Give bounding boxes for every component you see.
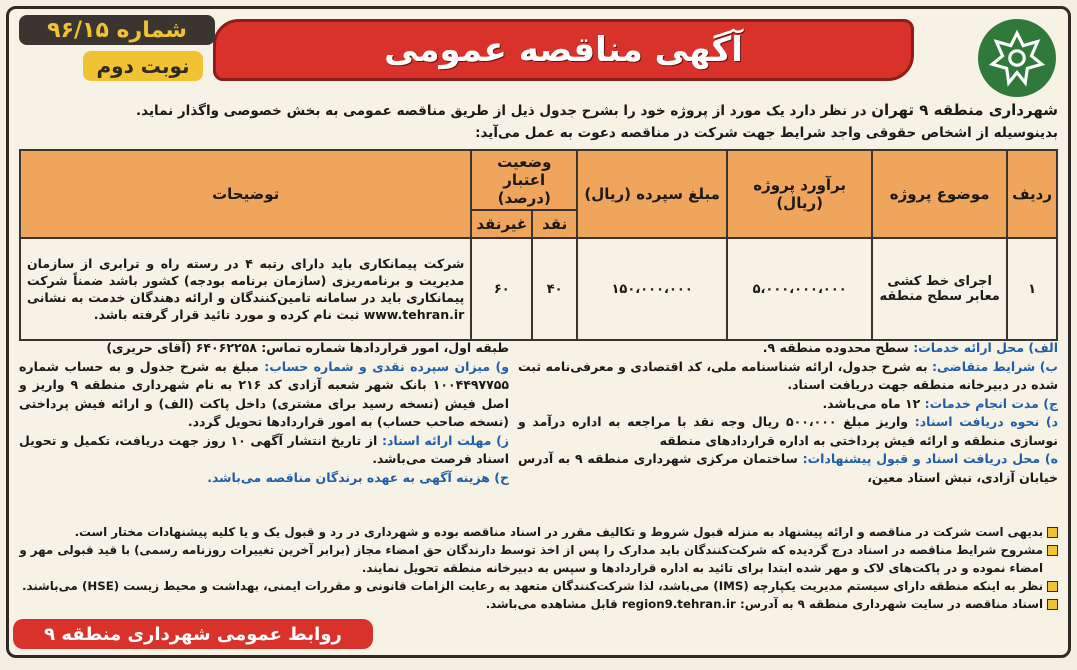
section-alef-text: سطح محدوده منطقه ۹.	[762, 340, 914, 355]
section-he2: ح) هزینه آگهی به عهده برندگان مناقصه می‌باشد.	[207, 469, 509, 485]
title-banner	[213, 19, 914, 81]
note-text: اسناد مناقصه در سایت شهرداری منطقه ۹ به آدرس: region9.tehran.ir قابل مشاهده می‌باشد.	[485, 597, 1043, 611]
section-vav-text: مبلغ به شرح جدول و به حساب شماره ۱۰۰۴۴۹۷۷۵۵ بانک شهر شعبه آزادی کد ۲۱۶ به نام شهرداری منطقه ۹ واریز و اصل فیش (نسخه رسید برای مشتری) داخل پاکت (الف) و ارائه فیش پرداختی (نسخه صاحب حساب) به امور قراردادها تحویل گردد.	[19, 358, 510, 429]
list-item	[19, 523, 1058, 541]
checkbox-bullet-icon	[1047, 581, 1058, 592]
page-title: آگهی مناقصه عمومی	[384, 30, 743, 70]
section-ze-text: از تاریخ انتشار آگهی ۱۰ روز جهت دریافت، تکمیل و تحویل اسناد فرصت می‌باشد.	[19, 432, 509, 466]
header-subject: موضوع پروژه	[872, 150, 1007, 238]
header-deposit: مبلغ سپرده (ریال)	[577, 150, 727, 238]
logo-emblem-icon	[986, 27, 1048, 89]
section-dal-label: د) نحوه دریافت اسناد:	[914, 414, 1059, 429]
section-he-text: ساختمان مرکزی شهرداری منطقه ۹ به آدرس خیابان آزادی، نبش استاد معین،	[518, 451, 1058, 485]
cell-deposit: ۱۵۰،۰۰۰،۰۰۰	[577, 238, 727, 340]
header-estimate: برآورد پروژه (ریال)	[727, 150, 872, 238]
cell-estimate: ۵،۰۰۰،۰۰۰،۰۰۰	[727, 238, 872, 340]
checkbox-bullet-icon	[1047, 527, 1058, 538]
cell-description: شرکت پیمانکاری باید دارای رتبه ۴ در رسته راه و ترابری از سازمان مدیریت و برنامه‌ریزی (سازمان برنامه بودجه) کشور باشد ضمناً شرکت پیمانکاری باید در سامانه تامین‌کنندگان و ارائه دهندگان خدمت به نشانی www.tehran.ir ثبت نام کرده و مورد تائید قرار گرفته باشد.	[20, 238, 471, 340]
section-vav-label: و) میزان سپرده نقدی و شماره حساب:	[264, 358, 509, 374]
tender-advertisement	[6, 6, 1071, 658]
section-be-label: ب) شرایط متقاضی:	[932, 358, 1058, 374]
intro-line-2: بدینوسیله از اشخاص حقوقی واجد شرایط جهت شرکت در مناقصه دعوت به عمل می‌آید:	[475, 125, 1058, 141]
checkbox-bullet-icon	[1047, 599, 1058, 610]
cell-noncash: ۶۰	[471, 238, 532, 340]
issue-number: شماره ۹۶/۱۵	[19, 15, 215, 45]
section-be-text: به شرح جدول، ارائه شناسنامه ملی، کد اقتصادی و معرفی‌نامه ثبت شده در دبیرخانه منطقه جهت دریافت اسناد.	[518, 358, 1058, 392]
header	[13, 13, 1064, 105]
header-row-number: ردیف	[1007, 150, 1057, 238]
section-jim-text: ۱۲ ماه می‌باشد.	[822, 395, 925, 411]
list-item	[19, 577, 1058, 595]
organization-name: شهرداری منطقه ۹ تهران	[871, 101, 1058, 119]
cell-subject: اجرای خط کشی معابر سطح منطقه	[872, 238, 1007, 340]
tehran-municipality-logo	[978, 19, 1056, 97]
note-text: نظر به اینکه منطقه دارای سیستم مدیریت یکپارچه (IMS) می‌باشد، لذا شرکت‌کنندگان متعهد به رعایت الزامات قانونی و مقررات ایمنی، بهداشت و محیط زیست (HSE) می‌باشند.	[22, 579, 1043, 593]
section-he-label: ه) محل دریافت اسناد و قبول پیشنهادات:	[802, 451, 1059, 466]
section-alef-label: الف) محل ارائه خدمات:	[913, 340, 1058, 355]
header-noncash: غیرنقد	[471, 210, 532, 238]
cell-cash: ۴۰	[532, 238, 577, 340]
public-relations-footer: روابط عمومی شهرداری منطقه ۹	[13, 619, 373, 649]
section-dal-text: واریز مبلغ ۵۰۰،۰۰۰ ریال وجه نقد با مراجعه به اداره درآمد و نوسازی منطقه و ارائه فیش پرداختی به اداره قراردادهای منطقه	[518, 414, 1058, 448]
intro-text	[19, 99, 1058, 144]
note-text: بدیهی است شرکت در مناقصه و ارائه پیشنهاد به منزله قبول شروط و تکالیف مقرر در اسناد مناقصه بوده و شهرداری در رد و قبول یک و یا کلیه پیشنهادات مختار است.	[74, 525, 1043, 539]
header-cash: نقد	[532, 210, 577, 238]
tender-table	[19, 149, 1058, 341]
list-item	[19, 541, 1058, 577]
conditions-left-column	[19, 339, 509, 487]
note-text: مشروح شرایط مناقصه در اسناد درج گردیده که شرکت‌کنندگان باید مدارک را پس از اخذ توسط دارندگان حق امضاء مجاز (برابر آخرین تغییرات روزنامه رسمی) با قید قبولی مهر و امضاء نموده و در پاکت‌های لاک و مهر شده ابتدا برای تائید به اداره قراردادها و سپس به دبیرخانه منطقه تحویل نمایند.	[19, 543, 1043, 575]
intro-line-1: در نظر دارد یک مورد از پروژه خود را بشرح جدول ذیل از طریق مناقصه عمومی به بخش خصوصی واگذار نماید.	[136, 103, 872, 119]
cell-row-number: ۱	[1007, 238, 1057, 340]
table-row	[20, 238, 1057, 340]
contact-info: طبقه اول، امور قراردادها شماره تماس: ۶۴۰۶۲۲۵۸ (آقای حریری)	[106, 340, 509, 355]
publication-round: نوبت دوم	[83, 51, 203, 81]
checkbox-bullet-icon	[1047, 545, 1058, 556]
list-item	[19, 595, 1058, 613]
notes-list	[19, 523, 1058, 613]
header-credit-status: وضعیت اعتبار (درصد)	[471, 150, 577, 210]
header-description: توضیحات	[20, 150, 471, 238]
conditions-right-column	[518, 339, 1058, 487]
section-jim-label: ج) مدت انجام خدمات:	[924, 395, 1058, 411]
conditions-sections	[19, 339, 1058, 517]
section-ze-label: ز) مهلت ارائه اسناد:	[381, 432, 509, 448]
